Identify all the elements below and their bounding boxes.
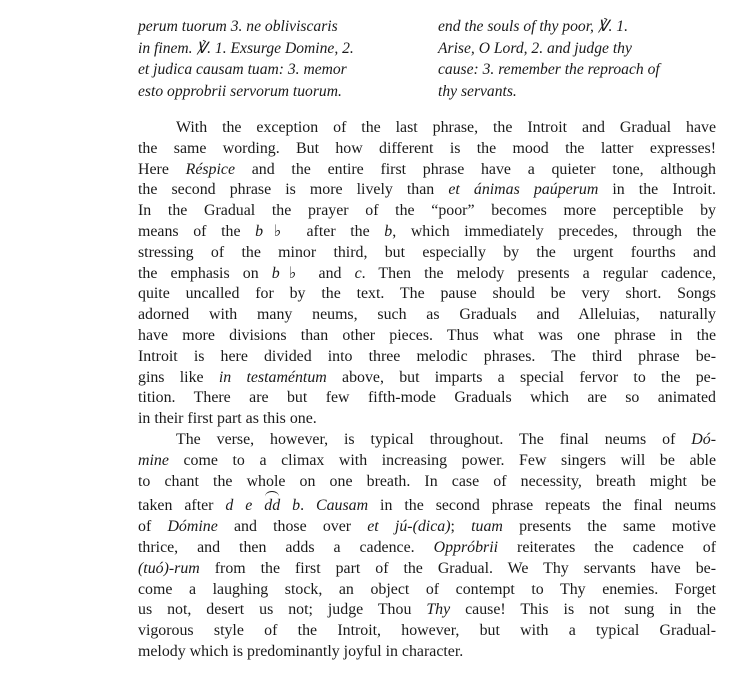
english-translation-column: [438, 16, 715, 102]
paragraph-line: vigorous style of the Introit, however, but with a typical Gradual-: [138, 622, 716, 640]
slurred-notes: dd: [264, 496, 280, 517]
latin-term: mine: [138, 451, 169, 469]
latin-term: tuam: [471, 518, 503, 536]
paragraph-line: have more divisions than other pieces. Thus what was one phrase in the: [138, 326, 716, 344]
note-name: c: [354, 264, 362, 282]
latin-term: in testaméntum: [218, 368, 327, 386]
paragraph-line: gins like in testaméntum above, but imparts a special fervor to the pe-: [138, 368, 716, 386]
note-name: b: [280, 497, 301, 515]
note-name: d e: [225, 497, 265, 515]
latin-text-column: [138, 16, 412, 102]
commentary-text: [138, 118, 716, 663]
latin-term: et ánimas paúperum: [448, 181, 599, 199]
paragraph-line: In the Gradual the prayer of the “poor” becomes more perceptible by: [138, 202, 716, 220]
translation-line: Arise, O Lord, 2. and judge thy: [438, 39, 632, 57]
latin-term: Dómine: [167, 518, 218, 536]
paragraph-line: (tuó)-rum from the first part of the Gradual. We Thy servants have be-: [138, 559, 716, 577]
paragraph-line: to chant the whole on one breath. In case of necessity, breath might be: [138, 472, 716, 490]
translation-line: thy servants.: [438, 82, 517, 100]
latin-line: esto opprobrii servorum tuorum.: [138, 82, 342, 100]
paragraph-line: of Dómine and those over et jú-(dica); tuam presents the same motive: [138, 518, 716, 536]
paragraph-line: Here Réspice and the entire first phrase have a quieter tone, although: [138, 160, 716, 178]
paragraph-line: mine come to a climax with increasing power. Few singers will be able: [138, 451, 716, 469]
paragraph-line: stressing of the minor third, but especially by the urgent fourths and: [138, 243, 716, 261]
paragraph-line: With the exception of the last phrase, the Introit and Gradual have: [176, 119, 716, 136]
note-name: b♭: [255, 222, 292, 240]
paragraph-line: quite uncalled for by the text. The pause should be very short. Songs: [138, 285, 716, 303]
paragraph-line: adorned with many neums, such as Graduals and Alleluias, naturally: [138, 306, 716, 324]
paragraph-line: melody which is predominantly joyful in character.: [138, 642, 464, 660]
note-name: b: [384, 222, 393, 240]
latin-line: perum tuorum 3. ne obliviscaris: [138, 18, 338, 35]
latin-line: et judica causam tuam: 3. memor: [138, 61, 347, 78]
latin-term: Oppróbrii: [433, 538, 499, 556]
latin-term: et jú-(dica): [367, 518, 451, 536]
paragraph-line: The verse, however, is typical throughout. The final neums of Dó-: [176, 430, 716, 448]
latin-term: (tuó)-rum: [138, 559, 200, 577]
paragraph-line: thrice, and then adds a cadence. Oppróbrii reiterates the cadence of: [138, 538, 717, 556]
emphasis: Thy: [426, 601, 451, 619]
paragraph-line: tition. There are but few fifth-mode Graduals which are so animated: [138, 389, 716, 407]
paragraph-line: the second phrase is more lively than et ánimas paúperum in the Introit.: [138, 181, 716, 199]
latin-line: in finem. ℣. 1. Exsurge Domine, 2.: [138, 39, 354, 57]
paragraph-line: us not, desert us not; judge Thou Thy cause! This is not sung in the: [138, 601, 716, 619]
note-name: b♭: [271, 264, 306, 282]
paragraph-line: taken after d e dd b. Causam in the second phrase repeats the final neums: [138, 496, 716, 517]
paragraph-line: the emphasis on b♭ and c. Then the melody presents a regular cadence,: [138, 264, 716, 282]
latin-term: Dó-: [691, 430, 716, 448]
translation-line: cause: 3. remember the reproach of: [438, 61, 660, 78]
latin-term: Causam: [316, 497, 369, 515]
paragraph-line: means of the b♭ after the b, which immediately precedes, through the: [138, 222, 716, 240]
paragraph-line: the same wording. But how different is the mood the latter expresses!: [138, 139, 716, 157]
paragraph-line: in their first part as this one.: [138, 410, 317, 428]
translation-line: end the souls of thy poor, ℣. 1.: [438, 18, 628, 35]
paragraph-line: come a laughing stock, an object of contempt to Thy enemies. Forget: [138, 580, 716, 598]
paragraph-line: Introit is here divided into three melodic phrases. The third phrase be-: [138, 347, 716, 365]
latin-term: Réspice: [185, 160, 236, 178]
